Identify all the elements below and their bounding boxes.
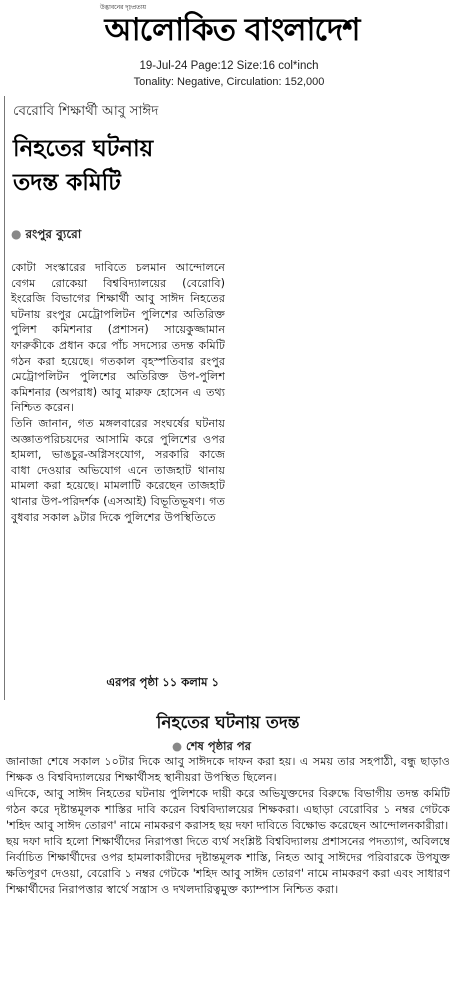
continuation-title: নিহতের ঘটনায় তদন্ত <box>156 713 300 733</box>
masthead-tagline: উদ্ভাবনের দৃঢ়প্রত্যয় <box>100 4 147 11</box>
bullet-icon: ● <box>172 739 183 753</box>
masthead <box>0 0 458 60</box>
body-paragraph: কোটা সংস্কারের দাবিতে চলমান আন্দোলনে বেগম রোকেয়া বিশ্ববিদ্যালয়ের (বেরোবি) ইংরেজি বিভাগের শিক্ষার্থী আবু সাঈদ নিহতের ঘটনায় রংপুর মেট্রোপলিটন পুলিশের অতিরিক্ত পুলিশ কমিশনার (প্রশাসন) সায়েকুজ্জামান ফারুকীকে প্রধান করে পাঁচ সদস্যের তদন্ত কমিটি গঠন করা হয়েছে। গতকাল বৃহস্পতিবার রংপুর মেট্রোপলিটন পুলিশের অতিরিক্ত উপ-পুলিশ কমিশনার (অপরাধ) আবু মারুফ হোসেন এ তথ্য নিশ্চিত করেন। <box>11 261 225 415</box>
article-kicker: বেরোবি শিক্ষার্থী আবু সাঈদ <box>13 103 159 119</box>
clip-meta-tonality: Tonality: Negative, Circulation: 152,000 <box>133 76 325 88</box>
jump-line: এরপর পৃষ্ঠা ১১ কলাম ১ <box>106 675 219 689</box>
body-paragraph: এদিকে, আবু সাঈদ নিহতের ঘটনায় পুলিশকে দায়ী করে অভিযুক্তদের বিরুদ্ধে বিভাগীয় তদন্ত কমিটি গঠন করে দৃষ্টান্তমূলক শাস্তির দাবি করেন বিশ্ববিদ্যালয়ের শিক্ষকরা। এছাড়া বেরোবির ১ নম্বর গেটকে 'শহিদ আবু সাঈদ তোরণ' নামে নামকরণ করাসহ ছয় দফা দাবিতে বিক্ষোভ করেছেন আন্দোলনকারীরা। <box>6 787 450 832</box>
continuation-clip <box>4 700 452 982</box>
body-paragraph: জানাজা শেষে সকাল ১০টার দিকে আবু সাঈদকে দাফন করা হয়। এ সময় তার সহপাঠী, বন্ধু ছাড়াও শিক্ষক ও বিশ্ববিদ্যালয়ের শিক্ষার্থীসহ স্থানীয়রা উপস্থিত ছিলেন। <box>6 755 450 784</box>
continuation-from-text: শেষ পৃষ্ঠার পর <box>186 739 251 753</box>
article-headline <box>13 132 228 200</box>
headline-line-2: তদন্ত কমিটি <box>13 170 121 196</box>
bullet-icon: ● <box>11 227 22 241</box>
article-byline <box>11 226 81 246</box>
headline-line-1: নিহতের ঘটনায় <box>13 136 154 162</box>
newspaper-logo: আলোকিত বাংলাদেশ <box>104 12 360 48</box>
clip-meta-date-page: 19-Jul-24 Page:12 Size:16 col*inch <box>139 60 319 72</box>
article-clip <box>4 96 231 700</box>
body-paragraph: ছয় দফা দাবি হলো শিক্ষার্থীদের নিরাপত্তা দিতে ব্যর্থ সংশ্লিষ্ট বিশ্ববিদ্যালয় প্রশাসনের পদত্যাগ, অবিলম্বে নির্বাচিত শিক্ষার্থীদের ওপর হামলাকারীদের দৃষ্টান্তমূলক শাস্তি, নিহত আবু সাঈদের পরিবারকে উপযুক্ত ক্ষতিপূরণ দেওয়া, বেরোবি ১ নম্বর গেটকে 'শহিদ আবু সাঈদ তোরণ' নামে নামকরণ করা এবং সাধারণ শিক্ষার্থীদের নিরাপত্তার স্বার্থে সন্ত্রাস ও দখলদারিত্বমুক্ত ক্যাম্পাস নিশ্চিত করা। <box>6 835 450 896</box>
article-body <box>11 260 225 525</box>
continuation-body <box>6 754 450 898</box>
body-paragraph: তিনি জানান, গত মঙ্গলবারের সংঘর্ষের ঘটনায় অজ্ঞাতপরিচয়দের আসামি করে পুলিশের ওপর হামলা, ভাঙচুর-অগ্নিসংযোগ, সরকারি কাজে বাধা দেওয়ার অভিযোগ এনে তাজহাট থানায় মামলা করা হয়েছে। মামলাটি করেছেন তাজহাট থানার উপ-পরিদর্শক (এসআই) বিভূতিভূষণ। গত বুধবার সকাল ৯টার দিকে পুলিশের উপস্থিতিতে <box>11 416 225 524</box>
byline-text: রংপুর ব্যুরো <box>25 227 82 241</box>
